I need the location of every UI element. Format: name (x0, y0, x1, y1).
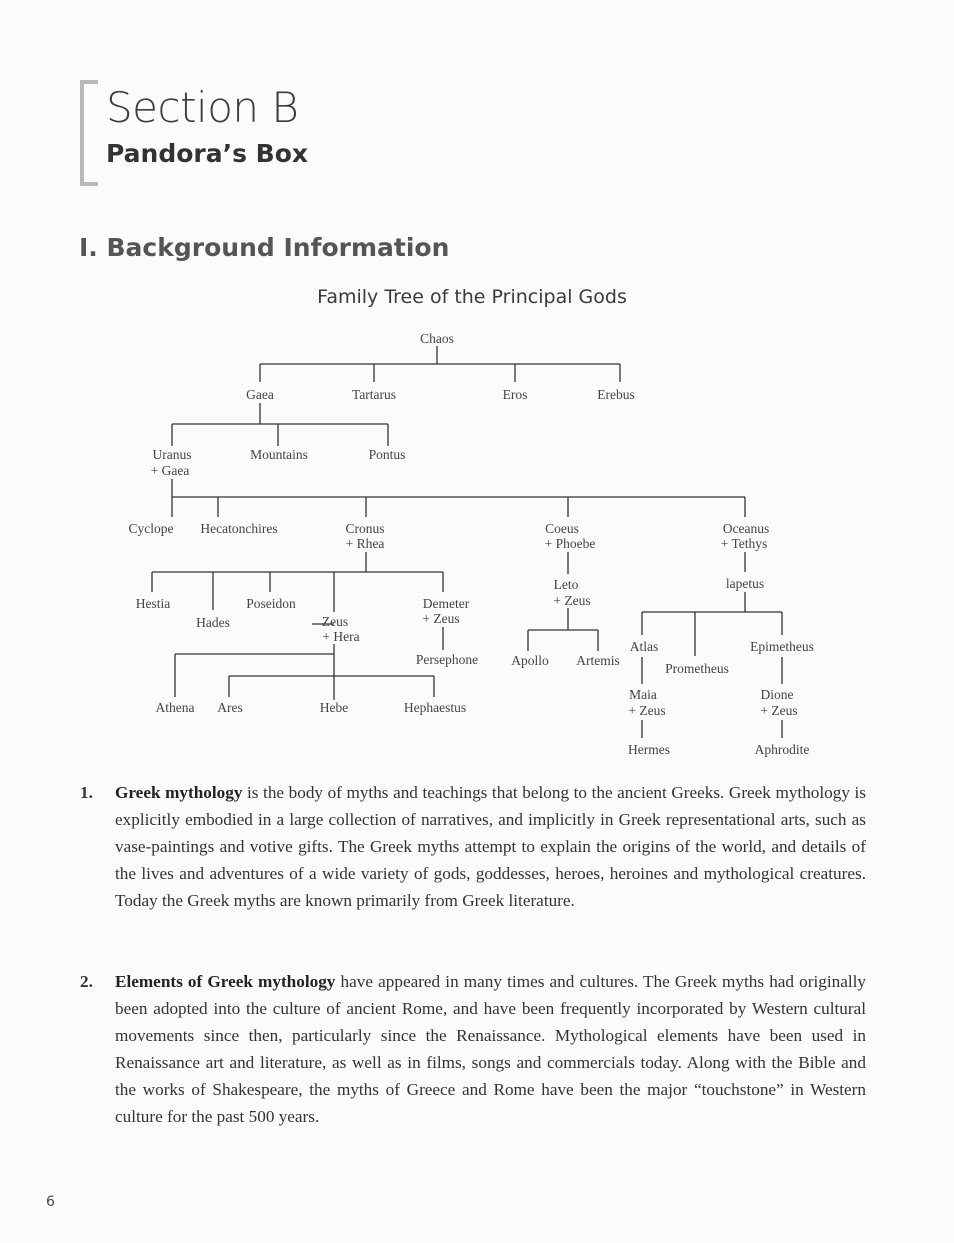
page-number: 6 (46, 1194, 55, 1210)
node-erebus: Erebus (597, 387, 635, 402)
node-hebe: Hebe (319, 700, 349, 715)
node-leto: Leto (553, 577, 579, 592)
node-demeter-partner: + Zeus (422, 611, 460, 626)
node-cronus: Cronus (345, 521, 385, 536)
section-title: Pandora’s Box (106, 139, 309, 168)
node-oceanus: Oceanus (722, 521, 770, 536)
node-cronus-partner: + Rhea (345, 536, 385, 551)
node-uranus-partner: + Gaea (150, 463, 190, 478)
node-tartarus: Tartarus (351, 387, 397, 402)
family-tree-title: Family Tree of the Principal Gods (317, 286, 627, 308)
paragraph-body (115, 968, 866, 1130)
tree-labels (129, 331, 814, 757)
node-epimetheus: Epimetheus (750, 639, 814, 654)
node-eros: Eros (502, 387, 528, 402)
node-chaos: Chaos (420, 331, 454, 346)
node-atlas: Atlas (629, 639, 659, 654)
node-demeter: Demeter (422, 596, 470, 611)
node-ares: Ares (217, 700, 243, 715)
node-aphrodite: Aphrodite (754, 742, 810, 757)
node-hermes: Hermes (628, 742, 670, 757)
node-poseidon: Poseidon (246, 596, 296, 611)
node-pontus: Pontus (368, 447, 406, 462)
node-prometheus: Prometheus (665, 661, 729, 676)
node-iapetus: lapetus (725, 576, 765, 591)
node-persephone: Persephone (415, 652, 479, 667)
paragraph-1 (80, 779, 866, 914)
node-maia: Maia (629, 687, 657, 702)
tree-connectors (152, 346, 782, 738)
node-dione-partner: + Zeus (760, 703, 798, 718)
paragraph-lead: Elements of Greek mythology (115, 972, 336, 991)
node-oceanus-partner: + Tethys (720, 536, 768, 551)
node-hecatonchires: Hecatonchires (200, 521, 278, 536)
paragraph-text: is the body of myths and teachings that belong to the ancient Greeks. Greek mythology is explicitly embodied in a large collection of narratives, and implicitly in Greek representational arts, such as vase-paintings and votive gifts. The Greek myths attempt to explain the origins of the world, and details of the lives and adventures of a wide variety of gods, goddesses, heroes, heroines and mythological creatures. Today the Greek myths are known primarily from Greek literature. (115, 783, 866, 910)
node-coeus-partner: + Phoebe (544, 536, 596, 551)
node-zeus-partner: + Hera (322, 629, 360, 644)
node-maia-partner: + Zeus (628, 703, 666, 718)
node-coeus: Coeus (545, 521, 579, 536)
node-cyclope: Cyclope (128, 521, 174, 536)
paragraph-text: have appeared in many times and cultures. The Greek myths had originally been adopted into the culture of ancient Rome, and have been frequently incorporated by Western cultural movements since then, particularly since the Renaissance. Mythological elements have been used in Renaissance art and literature, as well as in films, songs and commercials today. Along with the Bible and the works of Shakespeare, the myths of Greece and Rome have been the major “touchstone” in Western culture for the past 500 years. (115, 972, 866, 1126)
section-label: Section B (106, 83, 299, 132)
node-zeus: Zeus (321, 614, 349, 629)
node-apollo: Apollo (511, 653, 549, 668)
node-gaea: Gaea (246, 387, 274, 402)
node-athena: Athena (155, 700, 195, 715)
paragraph-lead: Greek mythology (115, 783, 243, 802)
paragraph-body (115, 779, 866, 914)
node-mountains: Mountains (250, 447, 308, 462)
node-artemis: Artemis (576, 653, 620, 668)
node-uranus: Uranus (152, 447, 192, 462)
node-hades: Hades (196, 615, 230, 630)
paragraph-number: 2. (80, 972, 93, 991)
node-hestia: Hestia (135, 596, 171, 611)
paragraph-number: 1. (80, 783, 93, 802)
node-leto-partner: + Zeus (553, 593, 591, 608)
node-hephaestus: Hephaestus (403, 700, 467, 715)
node-dione: Dione (760, 687, 794, 702)
part-heading: I. Background Information (79, 233, 450, 262)
paragraph-2 (80, 968, 866, 1130)
